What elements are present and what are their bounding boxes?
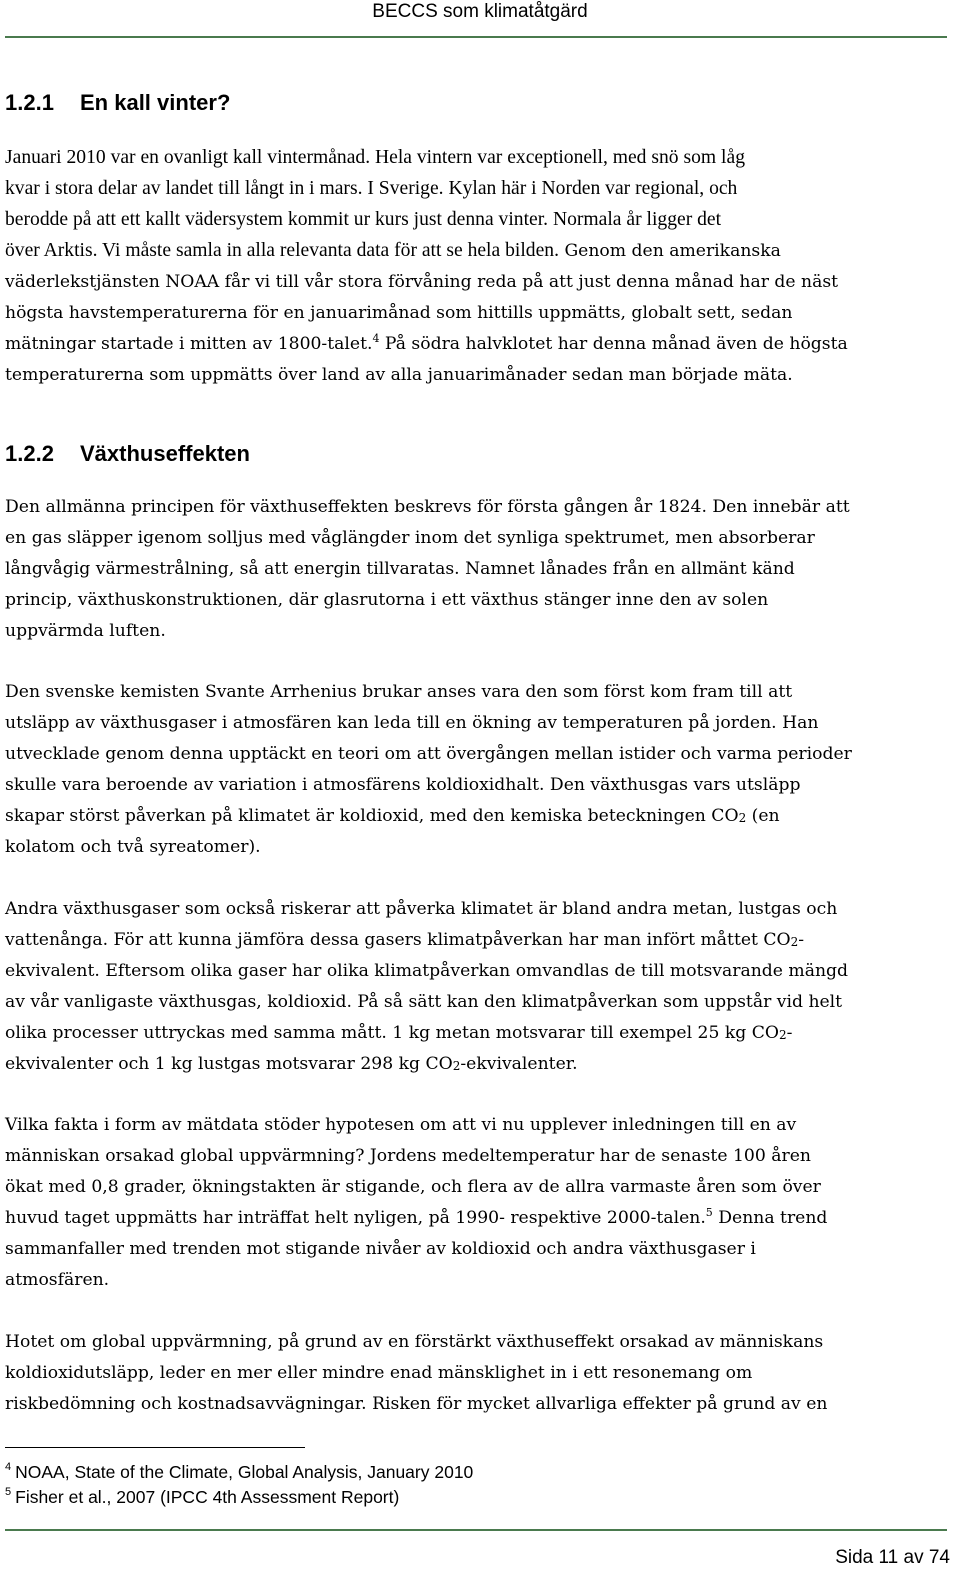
subscript: 2 (452, 1059, 461, 1073)
section-heading-1-2-1 (5, 90, 230, 116)
text-line (5, 925, 945, 956)
footer-divider (5, 1529, 947, 1531)
text-run: över Arktis. Vi måste samla in alla relevanta data för att se hela bilden. (5, 240, 559, 261)
text-line: princip, växthuskonstruktionen, där glasrutorna i ett växthus stänger inne den av solen (5, 590, 769, 610)
text-run: - (786, 1023, 793, 1043)
footnote-text: Fisher et al., 2007 (IPCC 4th Assessment Report) (15, 1487, 400, 1507)
footnote-4 (5, 1462, 473, 1483)
text-run: vattenånga. För att kunna jämföra dessa gasers klimatpåverkan har man infört måttet CO (5, 930, 791, 950)
text-line: atmosfären. (5, 1270, 110, 1290)
text-run: mätningar startade i mitten av 1800-talet. (5, 334, 373, 354)
text-line: ekvivalent. Eftersom olika gaser har olika klimatpåverkan omvandlas de till motsvarande mängd (5, 961, 849, 981)
text-line: Den allmänna principen för växthuseffekten beskrevs för första gången år 1824. Den innebär att (5, 497, 850, 517)
text-line: utsläpp av växthusgaser i atmosfären kan leda till en ökning av temperaturen på jorden. Han (5, 713, 819, 733)
footnote-number: 5 (5, 1486, 12, 1498)
text-line: Vilka fakta i form av mätdata stöder hypotesen om att vi nu upplever inledningen till en av (5, 1115, 797, 1135)
text-run: huvud taget uppmätts har inträffat helt nyligen, på 1990- respektive 2000-talen. (5, 1208, 706, 1228)
text-line (5, 1203, 945, 1234)
text-line: ökat med 0,8 grader, ökningstakten är stigande, och flera av de allra varmaste åren som över (5, 1177, 821, 1197)
text-line: högsta havstemperaturerna för en januarimånad som hittills uppmätts, globalt sett, sedan (5, 303, 793, 323)
text-run: skapar störst påverkan på klimatet är koldioxid, med den kemiska beteckningen CO (5, 806, 739, 826)
text-line: människan orsakad global uppvärmning? Jordens medeltemperatur har de senaste 100 åren (5, 1146, 811, 1166)
text-run: -ekvivalenter. (460, 1054, 578, 1074)
text-run: ekvivalenter och 1 kg lustgas motsvarar 298 kg CO (5, 1054, 453, 1074)
text-line: uppvärmda luften. (5, 621, 166, 641)
text-line: en gas släpper igenom solljus med våglängder inom det synliga spektrumet, men absorberar (5, 528, 815, 548)
text-run: - (798, 930, 805, 950)
text-run: På södra halvklotet har denna månad även de högsta (379, 334, 848, 354)
text-line: utvecklade genom denna upptäckt en teori om att övergången mellan istider och varma perioder (5, 744, 852, 764)
subscript: 2 (738, 811, 747, 825)
section-number: 1.2.2 (5, 441, 54, 466)
text-line: berodde på att ett kallt vädersystem kommit ur kurs just denna vinter. Normala år ligger det (5, 209, 722, 230)
text-run: olika processer uttryckas med samma mått. 1 kg metan motsvarar till exempel 25 kg CO (5, 1023, 779, 1043)
text-line: Hotet om global uppvärmning, på grund av en förstärkt växthuseffekt orsakad av människans (5, 1332, 824, 1352)
header-divider (5, 36, 947, 38)
text-line (5, 329, 945, 360)
text-line: sammanfaller med trenden mot stigande nivåer av koldioxid och andra växthusgaser i (5, 1239, 756, 1259)
paragraph-other-gases (5, 894, 945, 1080)
text-line: temperaturerna som uppmätts över land av alla januarimånader sedan man började mäta. (5, 365, 793, 385)
text-line: koldioxidutsläpp, leder en mer eller mindre enad mänsklighet in i ett resonemang om (5, 1363, 753, 1383)
paragraph-evidence (5, 1110, 945, 1296)
text-line: kvar i stora delar av landet till långt in i mars. I Sverige. Kylan här i Norden var regional, och (5, 178, 738, 199)
text-line: kolatom och två syreatomer). (5, 837, 261, 857)
paragraph-principle (5, 492, 945, 647)
text-run: Denna trend (712, 1208, 828, 1228)
text-line (5, 1018, 945, 1049)
text-line: riskbedömning och kostnadsavvägningar. Risken för mycket allvarliga effekter på grund av en (5, 1394, 828, 1414)
footnote-divider (5, 1447, 305, 1448)
page-number: Sida 11 av 74 (835, 1547, 950, 1568)
paragraph-arrhenius (5, 677, 945, 863)
subscript: 2 (790, 935, 799, 949)
footnote-ref-5[interactable]: 5 (705, 1206, 713, 1219)
paragraph-threat (5, 1327, 945, 1420)
text-run: Genom den amerikanska (558, 241, 781, 261)
running-header: BECCS som klimatåtgärd (372, 1, 588, 22)
text-line: långvågig värmestrålning, så att energin tillvaratas. Namnet lånades från en allmänt känd (5, 559, 795, 579)
section-title: Växthuseffekten (80, 441, 250, 466)
text-line: väderlekstjänsten NOAA får vi till vår stora förvåning reda på att just denna månad har de näst (5, 272, 839, 292)
text-line: Andra växthusgaser som också riskerar att påverka klimatet är bland andra metan, lustgas och (5, 899, 838, 919)
footnote-text: NOAA, State of the Climate, Global Analysis, January 2010 (15, 1462, 474, 1482)
text-run: (en (746, 806, 780, 826)
footnote-5 (5, 1487, 399, 1508)
text-line (5, 801, 945, 832)
text-line: skulle vara beroende av variation i atmosfärens koldioxidhalt. Den växthusgas vars utsläpp (5, 775, 801, 795)
text-line: Den svenske kemisten Svante Arrhenius brukar anses vara den som först kom fram till att (5, 682, 793, 702)
text-line (5, 1049, 945, 1080)
section-heading-1-2-2 (5, 441, 250, 467)
footnote-ref-4[interactable]: 4 (372, 332, 380, 345)
text-line (5, 235, 945, 267)
paragraph-cold-winter (5, 142, 945, 391)
text-line: av vår vanligaste växthusgas, koldioxid. På så sätt kan den klimatpåverkan som uppstår vid helt (5, 992, 843, 1012)
footnote-number: 4 (5, 1461, 12, 1473)
section-number: 1.2.1 (5, 90, 54, 115)
subscript: 2 (779, 1028, 787, 1042)
section-title: En kall vinter? (80, 90, 231, 115)
text-line: Januari 2010 var en ovanligt kall vintermånad. Hela vintern var exceptionell, med snö som låg (5, 147, 745, 168)
